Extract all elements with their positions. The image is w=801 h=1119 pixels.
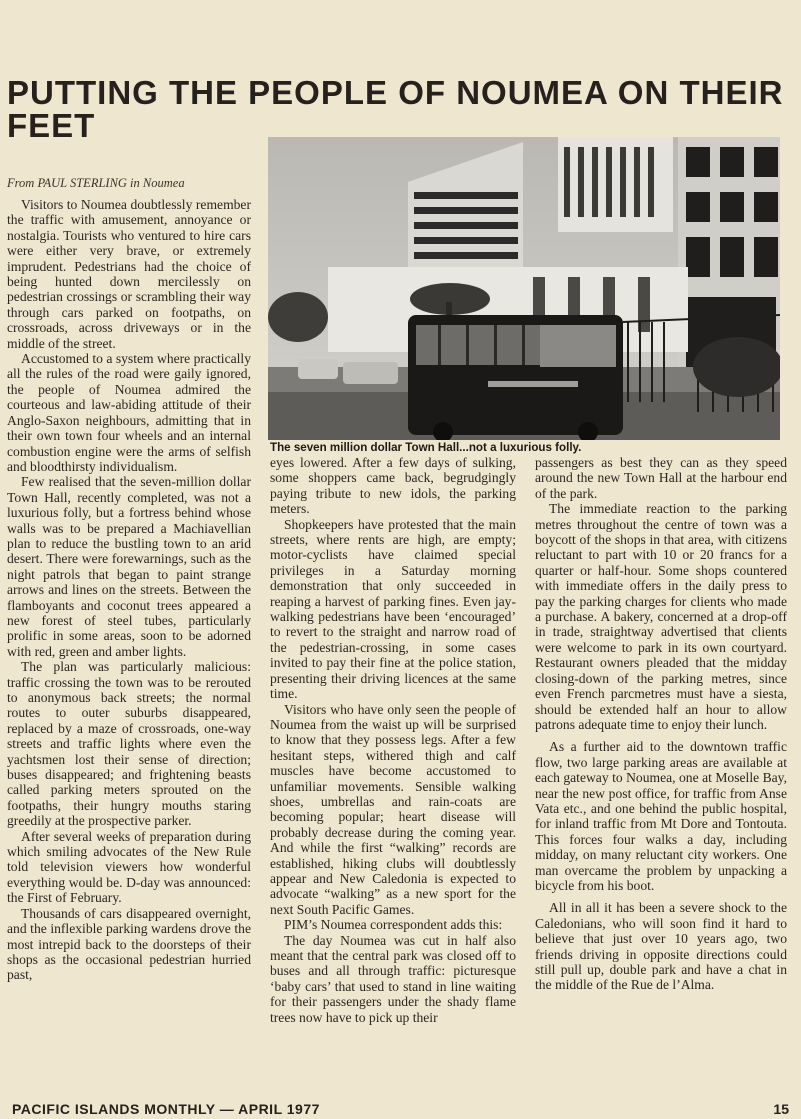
paragraph: PIM’s Noumea correspondent adds this: (284, 917, 503, 933)
article-column-1 (7, 197, 251, 983)
paragraph: As a further aid to the downtown traffic flow, two large parking areas are available at each gateway to Noumea, one at Moselle Bay, near the new post office, for traffic from Anse Vata etc., and one behind the public hospital, for inland traffic from Mt Dore and Tontouta. This forces four walks a day, including midday, on many reluctant city workers. One man overcame the problem by unpacking a bicycle from his boot. (535, 739, 787, 893)
paragraph: passengers as best they can as they speed around the new Town Hall at the harbour end of the park. (535, 455, 787, 501)
paragraph: Shopkeepers have protested that the main streets, where rents are high, are empty; motor-cyclists have claimed special privileges in a Saturday morning demonstration that only succeeded in reaping a harvest of parking fines. Even jay-walking pedestrians have been ‘encouraged’ to revert to the straight and narrow road of the pedestrian-crossing, in some cases invited to pay their fine at the police station, presenting their driving licences at the same time. (270, 516, 516, 702)
byline: From PAUL STERLING in Noumea (7, 176, 185, 190)
paragraph: Visitors who have only seen the people of Noumea from the waist up will be surprised to know that they possess legs. After a few hesitant steps, withered thigh and calf muscles have become accustomed to unfamiliar movements. Sensible walking shoes, umbrellas and rain-coats are becoming popular; heart disease will probably decrease during the coming year. And while the first “walking” records are established, hiking clubs will doubtlessly appear and New Caledonia is expected to advocate “walking” as a new sport for the next South Pacific Games. (270, 701, 516, 917)
publication-footer: PACIFIC ISLANDS MONTHLY — APRIL 1977 (12, 1101, 320, 1117)
paragraph: After several weeks of preparation during which smiling advocates of the New Rule told television viewers how wonderful everything would be. D-day was announced: the First of February. (7, 828, 251, 906)
article-column-3 (535, 455, 787, 993)
article-headline: PUTTING THE PEOPLE OF NOUMEA ON THEIR FEET (7, 74, 784, 144)
page-number: 15 (773, 1101, 789, 1117)
article-column-2 (270, 455, 516, 1025)
paragraph: Few realised that the seven-million dollar Town Hall, recently completed, was not a luxurious folly, but a fortress behind whose walls was to be prepared a Machiavellian plan to reduce the bustling town to an arid desert. There were forewarnings, such as the night patrols that began to paint strange arrows and lines on the streets. Between the flamboyants and coconut trees appeared a new forest of steel tubes, particularly prolific in some areas, soon to be adorned with red, green and amber lights. (7, 474, 251, 659)
paragraph: The immediate reaction to the parking metres throughout the centre of town was a boycott of the shops in that area, with citizens reluctant to part with 10 or 20 francs for a quarter or half-hour. Some shops countered with immediate offers in the daily press to pay the parking charges for clients who made a purchase. A bakery, concerned at a drop-off in trade, straightway advertised that clients were welcome to park in its own courtyard. Restaurant owners pleaded that the midday closing-down of the parking metres, since even French parcmetres must have a siesta, should be extended half an hour to allow patrons adequate time to enjoy their lunch. (535, 501, 787, 732)
paragraph: Visitors to Noumea doubtlessly remember the traffic with amusement, annoyance or nostalgia. Tourists who ventured to hire cars were either very brave, or extremely imprudent. Pedestrians had the choice of being hunted down mercilessly on pedestrian crossings or scrambling their way through cars parked on footpaths, on crossroads, across driveways or in the middle of the street. (7, 197, 251, 351)
photo-caption: The seven million dollar Town Hall...not a luxurious folly. (270, 441, 582, 454)
paragraph: Thousands of cars disappeared overnight, and the inflexible parking wardens drove the most intrepid back to the doorsteps of their shops as the occasional pedestrian hurried past, (7, 905, 251, 983)
town-hall-photo (268, 137, 780, 440)
paragraph: eyes lowered. After a few days of sulking, some shoppers came back, begrudgingly paying tribute to new idols, the parking meters. (270, 455, 516, 517)
paragraph: The day Noumea was cut in half also meant that the central park was closed off to buses and all through traffic: picturesque ‘baby cars’ that used to stand in line waiting for their passengers under the shady flame trees now have to pick up their (270, 932, 516, 1025)
paragraph: Accustomed to a system where practically all the rules of the road were gaily ignored, the people of Noumea admired the courteous and law-abiding attitude of their Anglo-Saxon neighbours, admitting that in their own town four wheels and an internal combustion engine were the arms of selfish and bloodthirsty individualism. (7, 351, 251, 474)
paragraph: All in all it has been a severe shock to the Caledonians, who will soon find it hard to believe that just over 10 years ago, two friends driving in opposite directions could still pull up, double park and have a chat in the middle of the Rue de l’Alma. (535, 900, 787, 993)
paragraph: The plan was particularly malicious: traffic crossing the town was to be rerouted to anonymous back streets; the normal routes to outer suburbs disappeared, replaced by a maze of crossroads, one-way streets and traffic lights where even the yachtsmen lost their sense of direction; buses disappeared; and frightening beasts called parking meters sprouted on the footpaths, their hungry mouths staring greedily at the prospective parker. (7, 659, 251, 829)
